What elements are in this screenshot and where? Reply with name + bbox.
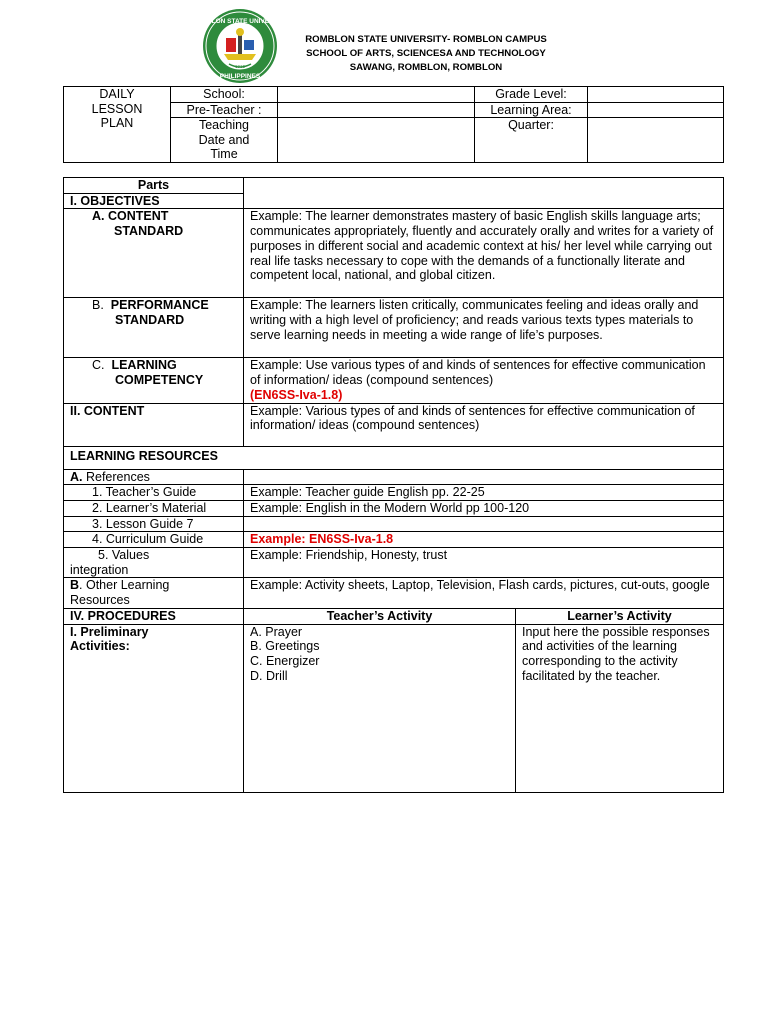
grade-level-field[interactable]	[588, 87, 724, 103]
learning-competency-cell	[244, 358, 724, 403]
label-prefix: B.	[92, 298, 104, 313]
references-blank	[244, 469, 724, 485]
date-label-line: Teaching	[198, 118, 250, 132]
seal-text-top: ROMBLON STATE UNIVERSITY	[191, 18, 289, 25]
values-integration-label	[64, 548, 244, 578]
teacher-activity-header: Teacher’s Activity	[244, 608, 516, 624]
activity-item: D. Drill	[250, 668, 288, 683]
lesson-plan-table	[63, 177, 724, 793]
reference-value: Example: EN6SS-Iva-1.8	[244, 532, 724, 548]
quarter-field[interactable]	[588, 118, 724, 163]
daily-lesson-plan-title	[64, 87, 171, 163]
label-line: STANDARD	[115, 313, 185, 328]
title-line: PLAN	[100, 116, 134, 130]
teaching-date-label	[171, 118, 278, 163]
date-label-line: Time	[210, 147, 238, 161]
learning-competency-label	[64, 358, 244, 403]
grade-level-label: Grade Level:	[475, 87, 588, 103]
label-line: COMPETENCY	[115, 373, 204, 388]
learning-area-field[interactable]	[588, 102, 724, 118]
reference-value	[244, 516, 724, 532]
activity-item: A. Prayer	[250, 624, 303, 639]
content-standard-label	[64, 209, 244, 298]
quarter-label: Quarter:	[475, 118, 588, 163]
content-label: II. CONTENT	[64, 403, 244, 446]
institution-name: ROMBLON STATE UNIVERSITY- ROMBLON CAMPUS	[305, 34, 547, 45]
preliminary-activities-label	[64, 624, 244, 792]
references-label	[64, 469, 244, 485]
label-line: integration	[70, 562, 129, 577]
document-header	[0, 0, 768, 80]
other-resources-label	[64, 578, 244, 608]
learner-activity-text: Input here the possible responses and activities of the learning corresponding to the activity facilitated by the teacher.	[516, 624, 724, 792]
label-prefix: B	[70, 578, 80, 593]
label-line: STANDARD	[114, 224, 184, 239]
reference-value: Example: English in the Modern World pp 100-120	[244, 500, 724, 516]
label-line: LEARNING	[111, 358, 177, 373]
activity-item: C. Energizer	[250, 653, 320, 668]
learning-resources-header: LEARNING RESOURCES	[64, 446, 724, 469]
reference-label: 4. Curriculum Guide	[64, 532, 244, 548]
school-label: School:	[171, 87, 278, 103]
performance-standard-text: Example: The learners listen critically, communicates feeling and ideas orally and writing with a high level of proficiency; and reads various texts types materials to serve learning needs in meeting a wide range of life’s purposes.	[244, 298, 724, 358]
label-line: I. Preliminary	[70, 624, 149, 639]
other-resources-text: Example: Activity sheets, Laptop, Television, Flash cards, pictures, cut-outs, google	[244, 578, 724, 608]
label-prefix: C.	[92, 358, 105, 373]
label-text: References	[82, 469, 150, 484]
competency-code: (EN6SS-Iva-1.8)	[250, 387, 343, 402]
reference-label: 1. Teacher’s Guide	[64, 485, 244, 501]
label-text: . Other Learning	[79, 578, 170, 593]
label-line: PERFORMANCE	[110, 298, 209, 313]
procedures-label: IV. PROCEDURES	[64, 608, 244, 624]
lesson-info-table	[63, 86, 724, 163]
reference-label: 3. Lesson Guide 7	[64, 516, 244, 532]
performance-standard-label	[64, 298, 244, 358]
reference-label: 2. Learner’s Material	[64, 500, 244, 516]
label-line: Resources	[70, 593, 130, 608]
seal-text-bottom: PHILIPPINES	[219, 73, 261, 80]
content-standard-text: Example: The learner demonstrates mastery of basic English skills language arts; communicates appropriately, fluently and accurately orally and writes for a variety of purposes in different social and academic context at his/ her level while carrying out real life tasks necessary to cope with the demands of a functionally literate and competent local, national, and global citizen.	[244, 209, 724, 298]
label-line: 5. Values	[98, 548, 150, 563]
institution-block	[290, 33, 562, 75]
content-text: Example: Various types of and kinds of sentences for effective communication of information/ ideas (compound sentences)	[244, 403, 724, 446]
institution-address: SAWANG, ROMBLON, ROMBLON	[349, 62, 503, 73]
parts-header-blank	[244, 178, 724, 209]
university-seal-logo	[191, 8, 289, 84]
values-integration-value: Example: Friendship, Honesty, trust	[244, 548, 724, 578]
title-line: LESSON	[91, 101, 143, 116]
learning-area-label: Learning Area:	[475, 102, 588, 118]
objectives-label: I. OBJECTIVES	[64, 193, 244, 209]
title-line: DAILY	[99, 87, 135, 101]
reference-value: Example: Teacher guide English pp. 22-25	[244, 485, 724, 501]
date-label-line: Date and	[198, 132, 250, 147]
teaching-date-field[interactable]	[278, 118, 475, 163]
learner-activity-header: Learner’s Activity	[516, 608, 724, 624]
label-line: A. CONTENT	[92, 209, 169, 224]
parts-header: Parts	[64, 178, 244, 194]
pre-teacher-field[interactable]	[278, 102, 475, 118]
label-line: Activities:	[70, 639, 130, 654]
pre-teacher-label: Pre-Teacher :	[171, 102, 278, 118]
activity-item: B. Greetings	[250, 639, 320, 654]
seal-year: 1915	[234, 64, 246, 69]
label-prefix: A.	[70, 469, 83, 484]
school-name: SCHOOL OF ARTS, SCIENCESA AND TECHNOLOGY	[306, 48, 546, 59]
school-field[interactable]	[278, 87, 475, 103]
teacher-activity-list	[244, 624, 516, 792]
learning-competency-text: Example: Use various types of and kinds of sentences for effective communication of information/ ideas (compound sentences)	[250, 358, 706, 388]
